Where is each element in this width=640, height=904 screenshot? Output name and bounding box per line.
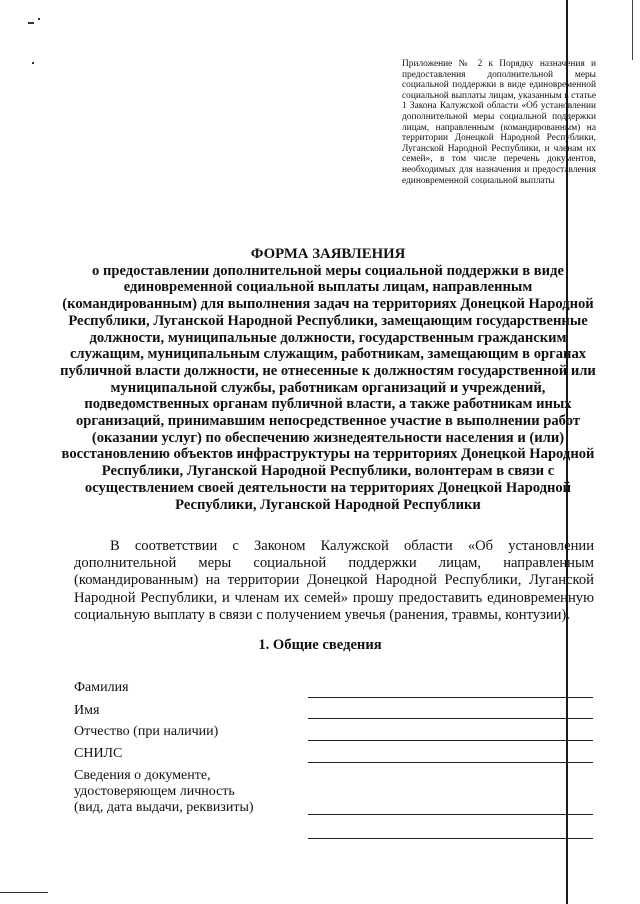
form-subtitle: о предоставлении дополнительной меры социальной поддержки в виде единовременной социальной выплаты лицам, направленным (командированным) для выполнения задач на территориях Донецкой Народной Республики, Луганской Народной Республики, замещающим государственные должности, муниципальные должности, государственным гражданским служащим, муниципальным служащим, работникам, замещающим в органах публичной власти должности, не отнесенные к должностям государственной или муниципальной службы, работникам организаций и учреждений, подведомственных органам публичной власти, а также работникам иных организаций, принимавшим непосредственное участие в выполнении работ (оказании услуг) по обеспечению жизнедеятельности населения и (или) восстановлению объектов инфраструктуры на территориях Донецкой Народной Республики, Луганской Народной Республики, волонтерам в связи с осуществлением своей деятельности на территориях Донецкой Народной Республики, Луганской Народной Республики bbox=[60, 262, 596, 513]
scan-artifact-edge-line bbox=[632, 0, 633, 60]
id-document-field-line-2[interactable] bbox=[308, 838, 593, 839]
surname-field[interactable] bbox=[308, 697, 593, 698]
name-field[interactable] bbox=[308, 718, 593, 719]
field-label-id-document-2: удостоверяющем личность bbox=[74, 784, 235, 799]
field-label-surname: Фамилия bbox=[74, 680, 129, 695]
patronymic-field[interactable] bbox=[308, 740, 593, 741]
snils-field[interactable] bbox=[308, 762, 593, 763]
scan-artifact-mark bbox=[32, 62, 34, 64]
intro-paragraph: В соответствии с Законом Калужской области «Об установлении дополнительной меры социальной поддержки лицам, направленным (командированным) на территории Донецкой Народной Республики, Луганской Народной Республики, и членам их семей» прошу предоставить единовременную социальную выплату в связи с получением увечья (ранения, травмы, контузии). bbox=[74, 538, 594, 623]
field-label-name: Имя bbox=[74, 703, 100, 718]
field-label-snils: СНИЛС bbox=[74, 746, 123, 761]
scan-artifact-mark bbox=[0, 892, 48, 893]
field-label-patronymic: Отчество (при наличии) bbox=[74, 724, 219, 739]
section-general-info-title: 1. Общие сведения bbox=[258, 637, 382, 653]
scan-artifact-mark bbox=[38, 18, 40, 20]
form-title-block bbox=[58, 246, 598, 513]
id-document-field-line-1[interactable] bbox=[308, 814, 593, 815]
scan-artifact-mark bbox=[28, 22, 34, 24]
appendix-note: Приложение № 2 к Порядку назначения и предоставления дополнительной меры социальной поддержки в виде единовременной социальной выплаты лицам, указанным в статье 1 Закона Калужской области «Об установлении дополнительной меры социальной поддержки лицам, направленным (командированным) на территории Донецкой Народной Республики, Луганской Народной Республики, и членам их семей», в том числе перечень документов, необходимых для назначения и предоставления единовременной социальной выплаты bbox=[402, 59, 596, 186]
form-title: ФОРМА ЗАЯВЛЕНИЯ bbox=[250, 246, 406, 262]
field-label-id-document-3: (вид, дата выдачи, реквизиты) bbox=[74, 800, 254, 815]
field-label-id-document-1: Сведения о документе, bbox=[74, 768, 211, 783]
